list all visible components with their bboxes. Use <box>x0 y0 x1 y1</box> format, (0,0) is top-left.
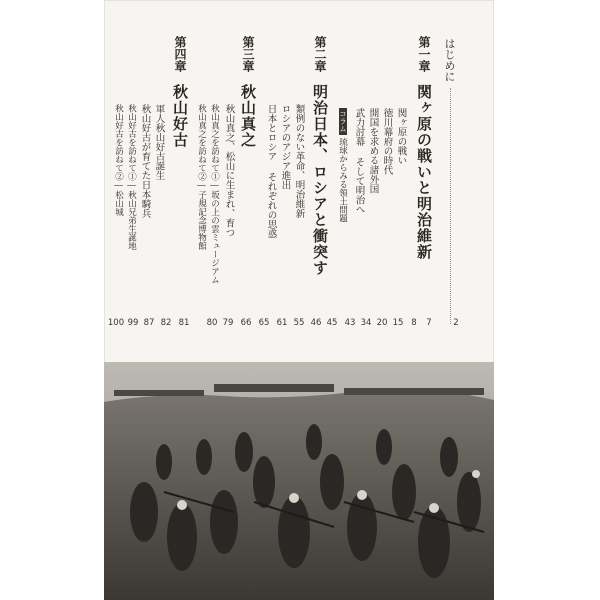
page-number: 66 <box>240 318 252 328</box>
page-number: 80 <box>206 318 218 328</box>
chapter-3-title: 秋山真之 <box>239 84 257 148</box>
page-number: 61 <box>276 318 288 328</box>
photo-illustration <box>104 362 494 600</box>
page-number-row <box>104 318 494 338</box>
chapter-4-title: 秋山好古 <box>171 84 189 148</box>
toc-entry: 秋山好古を訪ねて①―秋山兄弟生誕地 <box>126 104 137 250</box>
column-badge: コラム <box>338 110 348 133</box>
page-number: 81 <box>178 318 190 328</box>
page-number: 7 <box>426 318 432 328</box>
page-number: 46 <box>310 318 322 328</box>
table-of-contents <box>104 0 494 360</box>
toc-intro-label: はじめに <box>443 38 456 82</box>
page-number: 99 <box>127 318 139 328</box>
toc-entry: 秋山好古を訪ねて②―松山城 <box>113 104 124 216</box>
page-number: 20 <box>376 318 388 328</box>
page-number: 87 <box>143 318 155 328</box>
toc-entry: 秋山好古が育てた日本騎兵 <box>139 104 151 218</box>
chapter-4-number: 第四章 <box>173 36 187 72</box>
toc-entry: 開国を求める諸外国 <box>367 108 379 194</box>
page-number: 100 <box>107 318 125 328</box>
toc-entry: 類例のない革命、明治維新 <box>293 104 305 218</box>
toc-entry: 日本とロシア それぞれの思惑 <box>265 104 277 239</box>
chapter-1-number: 第一章 <box>417 36 431 72</box>
page-number: 79 <box>222 318 234 328</box>
toc-entry: 軍人秋山好古誕生 <box>153 104 165 180</box>
page-number: 43 <box>344 318 356 328</box>
page-number: 34 <box>360 318 372 328</box>
page-number: 15 <box>392 318 404 328</box>
page-number: 82 <box>160 318 172 328</box>
toc-leader-dots <box>450 88 451 324</box>
page-number: 2 <box>453 318 459 328</box>
chapter-1-title: 関ヶ原の戦いと明治維新 <box>415 84 433 260</box>
toc-entry: 秋山真之、松山に生まれ、育つ <box>223 104 235 237</box>
toc-entry: 武力討幕 そして明治へ <box>353 108 365 214</box>
toc-entry: ロシアのアジア進出 <box>279 104 291 190</box>
toc-entry: 秋山真之を訪ねて①―坂の上の雲ミュージアム <box>209 104 220 284</box>
toc-entry: 秋山真之を訪ねて②―子規記念博物館 <box>196 104 207 250</box>
book-page <box>104 0 494 600</box>
chapter-3-number: 第三章 <box>241 36 255 72</box>
page-number: 8 <box>411 318 417 328</box>
page-number: 65 <box>258 318 270 328</box>
toc-column-entry <box>338 108 347 223</box>
toc-entry-text: 琉球からみる領土問題 <box>337 137 348 223</box>
chapter-2-title: 明治日本、ロシアと衝突す <box>311 84 329 276</box>
chapter-2-number: 第二章 <box>313 36 327 72</box>
soldiers-advancing-photo <box>104 362 494 600</box>
page-number: 45 <box>326 318 338 328</box>
page-number: 55 <box>293 318 305 328</box>
toc-entry: 徳川幕府の時代 <box>381 108 393 175</box>
toc-entry: 関ヶ原の戦い <box>395 108 407 165</box>
